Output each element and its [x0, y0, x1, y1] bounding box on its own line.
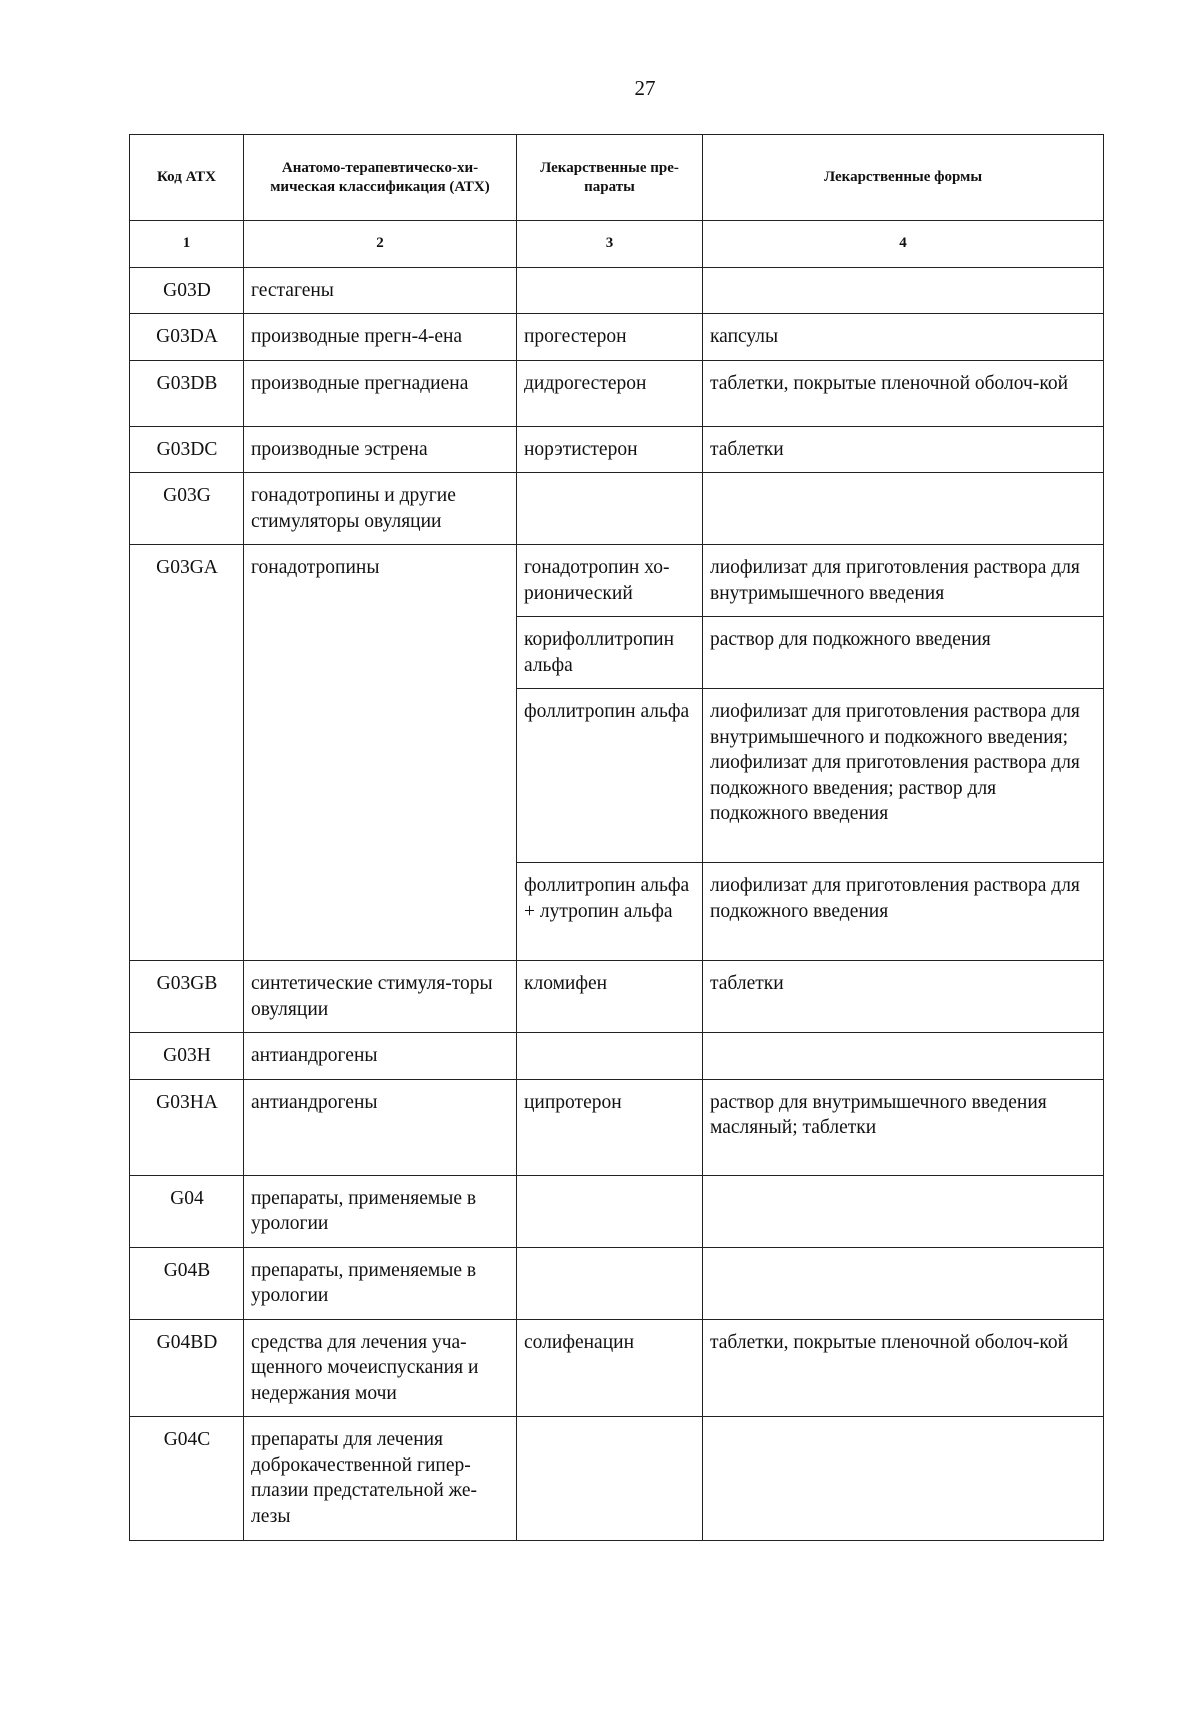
drug-name-cell: гонадотропин хо-рионический: [517, 545, 703, 617]
table-row: [130, 545, 1104, 617]
drug-name-cell: фоллитропин альфа: [517, 689, 703, 863]
column-number: 3: [517, 221, 703, 268]
drug-name-cell: [517, 1417, 703, 1541]
atx-code-cell: G03DC: [130, 426, 244, 473]
dosage-forms-cell: [703, 267, 1104, 314]
drug-name-cell: ципротерон: [517, 1079, 703, 1175]
atx-code-cell: G03GB: [130, 961, 244, 1033]
table-body: [130, 267, 1104, 1541]
table-row: [130, 1175, 1104, 1247]
table-row: [130, 1319, 1104, 1417]
atx-code-cell: G03HA: [130, 1079, 244, 1175]
classification-cell: препараты, применяемые в урологии: [244, 1175, 517, 1247]
atx-code-cell: G04BD: [130, 1319, 244, 1417]
header-drugs: Лекарственные пре-параты: [517, 135, 703, 221]
classification-cell: гонадотропины: [244, 545, 517, 961]
classification-cell: антиандрогены: [244, 1033, 517, 1080]
classification-cell: гестагены: [244, 267, 517, 314]
drug-name-cell: дидрогестерон: [517, 360, 703, 426]
dosage-forms-cell: таблетки: [703, 426, 1104, 473]
classification-cell: производные прегнадиена: [244, 360, 517, 426]
dosage-forms-cell: лиофилизат для приготовления раствора для внутримышечного введения: [703, 545, 1104, 617]
dosage-forms-cell: [703, 1175, 1104, 1247]
table-row: [130, 1033, 1104, 1080]
drug-name-cell: корифоллитропин альфа: [517, 617, 703, 689]
dosage-forms-cell: капсулы: [703, 314, 1104, 361]
table-row: [130, 314, 1104, 361]
atx-code-cell: G03DA: [130, 314, 244, 361]
atx-code-cell: G04B: [130, 1247, 244, 1319]
drug-name-cell: норэтистерон: [517, 426, 703, 473]
column-number: 2: [244, 221, 517, 268]
table-row: [130, 1079, 1104, 1175]
classification-cell: препараты для лечения доброкачественной гипер-плазии предстательной же-лезы: [244, 1417, 517, 1541]
column-number: 1: [130, 221, 244, 268]
classification-cell: средства для лечения уча-щенного мочеиспускания и недержания мочи: [244, 1319, 517, 1417]
dosage-forms-cell: [703, 1247, 1104, 1319]
table-row: [130, 961, 1104, 1033]
table-row: [130, 426, 1104, 473]
classification-cell: синтетические стимуля-торы овуляции: [244, 961, 517, 1033]
dosage-forms-cell: лиофилизат для приготовления раствора для внутримышечного и подкожного введения; лиофилизат для приготовления раствора для подкожного введения; раствор для подкожного введения: [703, 689, 1104, 863]
atx-code-cell: G03D: [130, 267, 244, 314]
dosage-forms-cell: таблетки, покрытые пленочной оболоч-кой: [703, 1319, 1104, 1417]
drug-name-cell: [517, 1247, 703, 1319]
column-number-row: [130, 221, 1104, 268]
atx-code-cell: G04: [130, 1175, 244, 1247]
atx-code-cell: G04C: [130, 1417, 244, 1541]
drug-name-cell: [517, 473, 703, 545]
drug-name-cell: фоллитропин альфа + лутропин альфа: [517, 863, 703, 961]
drug-name-cell: [517, 267, 703, 314]
table-row: [130, 473, 1104, 545]
atx-code-cell: G03GA: [130, 545, 244, 961]
table-row: [130, 1247, 1104, 1319]
drug-name-cell: солифенацин: [517, 1319, 703, 1417]
table-row: [130, 360, 1104, 426]
dosage-forms-cell: таблетки, покрытые пленочной оболоч-кой: [703, 360, 1104, 426]
dosage-forms-cell: [703, 1033, 1104, 1080]
classification-cell: антиандрогены: [244, 1079, 517, 1175]
table-row: [130, 1417, 1104, 1541]
dosage-forms-cell: [703, 1417, 1104, 1541]
drug-name-cell: [517, 1175, 703, 1247]
drug-name-cell: прогестерон: [517, 314, 703, 361]
atx-code-cell: G03G: [130, 473, 244, 545]
atx-code-cell: G03H: [130, 1033, 244, 1080]
page-number: 27: [634, 76, 656, 100]
classification-cell: гонадотропины и другие стимуляторы овуляции: [244, 473, 517, 545]
atx-table: [129, 134, 1104, 1541]
classification-cell: препараты, применяемые в урологии: [244, 1247, 517, 1319]
dosage-forms-cell: [703, 473, 1104, 545]
table-header: [130, 135, 1104, 268]
header-forms: Лекарственные формы: [703, 135, 1104, 221]
drug-name-cell: кломифен: [517, 961, 703, 1033]
classification-cell: производные эстрена: [244, 426, 517, 473]
table-row: [130, 267, 1104, 314]
classification-cell: производные прегн-4-ена: [244, 314, 517, 361]
dosage-forms-cell: таблетки: [703, 961, 1104, 1033]
dosage-forms-cell: раствор для внутримышечного введения масляный; таблетки: [703, 1079, 1104, 1175]
dosage-forms-cell: раствор для подкожного введения: [703, 617, 1104, 689]
header-code-atx: Код АТХ: [130, 135, 244, 221]
column-number: 4: [703, 221, 1104, 268]
dosage-forms-cell: лиофилизат для приготовления раствора для подкожного введения: [703, 863, 1104, 961]
drug-name-cell: [517, 1033, 703, 1080]
atx-code-cell: G03DB: [130, 360, 244, 426]
header-classification: Анатомо-терапевтическо-хи-мическая классификация (АТХ): [244, 135, 517, 221]
